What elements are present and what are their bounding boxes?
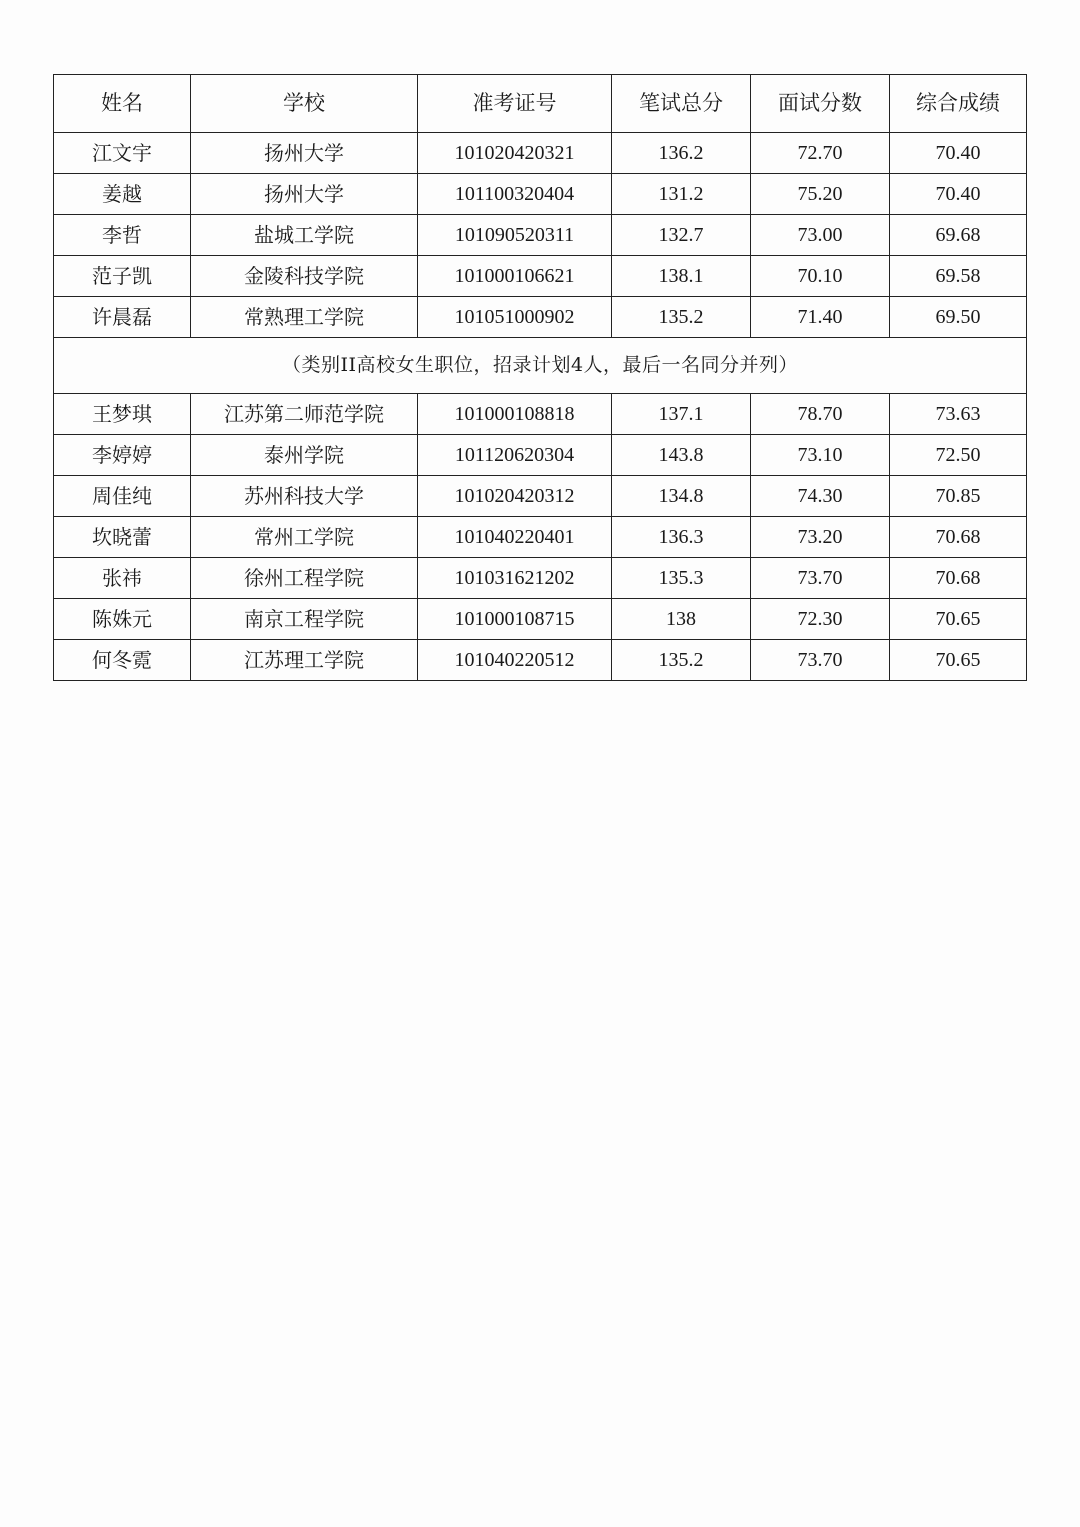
cell-school: 金陵科技学院: [191, 256, 418, 297]
cell-name: 李婷婷: [54, 435, 191, 476]
cell-exam-id: 101000108818: [418, 394, 612, 435]
cell-name: 王梦琪: [54, 394, 191, 435]
cell-written: 136.2: [612, 133, 751, 174]
cell-school: 苏州科技大学: [191, 476, 418, 517]
section-note: （类别II高校女生职位，招录计划4人，最后一名同分并列）: [54, 338, 1027, 394]
cell-interview: 78.70: [751, 394, 890, 435]
header-name: 姓名: [54, 75, 191, 133]
cell-total: 70.65: [890, 599, 1027, 640]
header-exam-id: 准考证号: [418, 75, 612, 133]
table-row: [54, 558, 1027, 599]
header-total-score: 综合成绩: [890, 75, 1027, 133]
cell-total: 72.50: [890, 435, 1027, 476]
cell-school: 扬州大学: [191, 133, 418, 174]
cell-name: 范子凯: [54, 256, 191, 297]
cell-interview: 72.30: [751, 599, 890, 640]
header-interview-score: 面试分数: [751, 75, 890, 133]
section-note-row: [54, 338, 1027, 394]
cell-total: 69.68: [890, 215, 1027, 256]
cell-school: 扬州大学: [191, 174, 418, 215]
table-row: [54, 640, 1027, 681]
cell-written: 132.7: [612, 215, 751, 256]
table-row: [54, 256, 1027, 297]
cell-name: 坎晓蕾: [54, 517, 191, 558]
cell-exam-id: 101020420312: [418, 476, 612, 517]
cell-school: 江苏理工学院: [191, 640, 418, 681]
cell-written: 138: [612, 599, 751, 640]
table-row: [54, 133, 1027, 174]
cell-name: 李哲: [54, 215, 191, 256]
cell-interview: 73.10: [751, 435, 890, 476]
cell-total: 70.68: [890, 517, 1027, 558]
cell-name: 何冬霓: [54, 640, 191, 681]
cell-exam-id: 101100320404: [418, 174, 612, 215]
cell-written: 135.2: [612, 297, 751, 338]
table-header-row: [54, 75, 1027, 133]
cell-total: 70.40: [890, 174, 1027, 215]
cell-interview: 71.40: [751, 297, 890, 338]
header-written-score: 笔试总分: [612, 75, 751, 133]
cell-interview: 73.00: [751, 215, 890, 256]
cell-total: 70.65: [890, 640, 1027, 681]
cell-interview: 72.70: [751, 133, 890, 174]
cell-school: 盐城工学院: [191, 215, 418, 256]
cell-name: 周佳纯: [54, 476, 191, 517]
table-row: [54, 517, 1027, 558]
cell-written: 134.8: [612, 476, 751, 517]
cell-exam-id: 101040220401: [418, 517, 612, 558]
cell-written: 135.2: [612, 640, 751, 681]
header-school: 学校: [191, 75, 418, 133]
cell-total: 69.58: [890, 256, 1027, 297]
cell-interview: 75.20: [751, 174, 890, 215]
cell-interview: 70.10: [751, 256, 890, 297]
cell-name: 张祎: [54, 558, 191, 599]
cell-written: 143.8: [612, 435, 751, 476]
cell-school: 南京工程学院: [191, 599, 418, 640]
cell-exam-id: 101120620304: [418, 435, 612, 476]
cell-school: 徐州工程学院: [191, 558, 418, 599]
cell-name: 许晨磊: [54, 297, 191, 338]
cell-total: 73.63: [890, 394, 1027, 435]
cell-total: 70.40: [890, 133, 1027, 174]
table-row: [54, 174, 1027, 215]
cell-exam-id: 101090520311: [418, 215, 612, 256]
cell-written: 137.1: [612, 394, 751, 435]
cell-written: 136.3: [612, 517, 751, 558]
table-row: [54, 476, 1027, 517]
cell-school: 常州工学院: [191, 517, 418, 558]
cell-written: 131.2: [612, 174, 751, 215]
cell-name: 姜越: [54, 174, 191, 215]
cell-interview: 73.70: [751, 640, 890, 681]
score-table: [53, 74, 1027, 681]
table-row: [54, 394, 1027, 435]
cell-total: 69.50: [890, 297, 1027, 338]
cell-name: 江文宇: [54, 133, 191, 174]
cell-exam-id: 101040220512: [418, 640, 612, 681]
cell-interview: 73.70: [751, 558, 890, 599]
cell-interview: 73.20: [751, 517, 890, 558]
cell-total: 70.85: [890, 476, 1027, 517]
table-row: [54, 599, 1027, 640]
cell-written: 138.1: [612, 256, 751, 297]
cell-exam-id: 101031621202: [418, 558, 612, 599]
cell-exam-id: 101000108715: [418, 599, 612, 640]
cell-exam-id: 101020420321: [418, 133, 612, 174]
cell-school: 常熟理工学院: [191, 297, 418, 338]
table-row: [54, 435, 1027, 476]
cell-exam-id: 101000106621: [418, 256, 612, 297]
table-row: [54, 297, 1027, 338]
cell-exam-id: 101051000902: [418, 297, 612, 338]
cell-written: 135.3: [612, 558, 751, 599]
cell-name: 陈姝元: [54, 599, 191, 640]
table-row: [54, 215, 1027, 256]
cell-school: 泰州学院: [191, 435, 418, 476]
cell-school: 江苏第二师范学院: [191, 394, 418, 435]
cell-interview: 74.30: [751, 476, 890, 517]
cell-total: 70.68: [890, 558, 1027, 599]
